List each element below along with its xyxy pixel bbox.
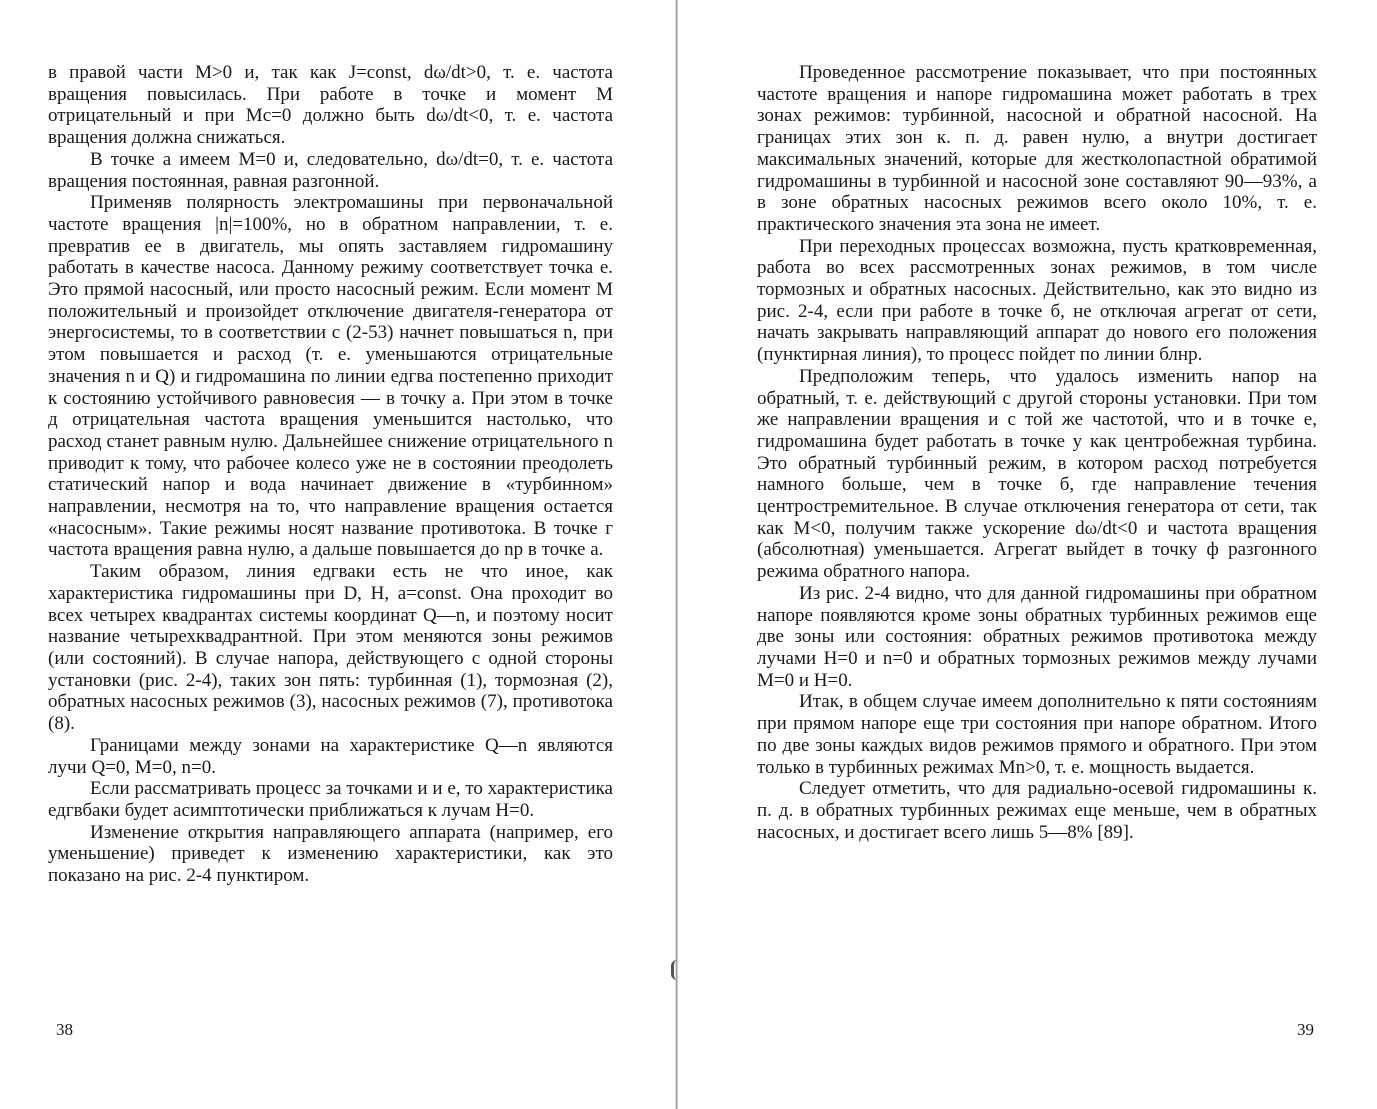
left-paragraph-5: Границами между зонами на характеристике Q—n являются лучи Q=0, M=0, n=0. [48, 734, 613, 778]
right-paragraph-3: Предположим теперь, что удалось изменить напор на обратный, т. е. действующий с другой стороны установки. При том же направлении вращения и с той же частотой, что и в точке е, гидромашина будет работать в точке у как центробежная турбина. Это обратный турбинный режим, в котором расход потребуется намного больше, чем в точке б, где направление течения центростремительное. В случае отключения генератора от сети, так как M<0, получим также ускорение dω/dt<0 и частота вращения (абсолютная) уменьшается. Агрегат выйдет в точку ф разгонного режима обратного напора. [757, 365, 1317, 583]
right-page-number: 39 [1297, 1020, 1314, 1039]
book-gutter [675, 0, 678, 1109]
left-page [48, 62, 613, 887]
left-paragraph-1: в правой части M>0 и, так как J=const, dω/dt>0, т. е. частота вращения повысилась. При работе в точке и момент M отрицательный и при Mc=0 должно быть dω/dt<0, т. е. частота вращения должна снижаться. [48, 62, 613, 149]
left-paragraph-2: В точке а имеем M=0 и, следовательно, dω/dt=0, т. е. частота вращения постоянная, равная разгонной. [48, 148, 613, 192]
right-page [757, 62, 1317, 843]
right-paragraph-6: Следует отметить, что для радиально-осевой гидромашины к. п. д. в обратных турбинных режимах еще меньше, чем в обратных насосных, и достигает всего лишь 5—8% [89]. [757, 778, 1317, 843]
right-paragraph-4: Из рис. 2-4 видно, что для данной гидромашины при обратном напоре появляются кроме зоны обратных турбинных режимов еще две зоны или состояния: обратных режимов противотока между лучами H=0 и n=0 и обратных тормозных режимов между лучами M=0 и H=0. [757, 582, 1317, 691]
left-paragraph-3: Применяв полярность электромашины при первоначальной частоте вращения |n|=100%, но в обратном направлении, т. е. превратив ее в двигатель, мы опять заставляем гидромашину работать в качестве насоса. Данному режиму соответствует точка е. Это прямой насосный, или просто насосный режим. Если момент M положительный и произойдет отключение двигателя-генератора от энергосистемы, то в соответствии с (2-53) начнет повышаться n, при этом повышается и расход (т. е. уменьшаются отрицательные значения n и Q) и гидромашина по линии едгва постепенно приходит к состоянию устойчивого равновесия — в точку а. При этом в точке д отрицательная частота вращения уменьшится настолько, что расход станет равным нулю. Дальнейшее снижение отрицательного n приводит к тому, что рабочее колесо уже не в состоянии преодолеть статический напор и вода начинает движение в «турбинном» направлении, несмотря на то, что направление вращения остается «насосным». Такие режимы носят название противотока. В точке г частота вращения равна нулю, а дальше повышается до nр в точке а. [48, 192, 613, 561]
right-paragraph-2: При переходных процессах возможна, пусть кратковременная, работа во всех рассмотренных зонах режимов, в том числе тормозных и обратных насосных. Действительно, как это видно из рис. 2-4, если при работе в точке б, не отключая агрегат от сети, начать закрывать направляющий аппарат до нового его положения (пунктирная линия), то процесс пойдет по линии блнр. [757, 235, 1317, 366]
left-paragraph-6: Если рассматривать процесс за точками и и е, то характеристика едгвбаки будет асимптотически приближаться к лучам H=0. [48, 778, 613, 821]
right-paragraph-5: Итак, в общем случае имеем дополнительно к пяти состояниям при прямом напоре еще три состояния при напоре обратном. Итого по две зоны каждых видов режимов прямого и обратного. При этом только в турбинных режимах Mn>0, т. е. мощность выдается. [757, 691, 1317, 778]
left-page-number: 38 [56, 1020, 73, 1039]
right-paragraph-1: Проведенное рассмотрение показывает, что при постоянных частоте вращения и напоре гидромашина может работать в трех зонах режимов: турбинной, насосной и обратной насосной. На границах этих зон к. п. д. равен нулю, а внутри достигает максимальных значений, которые для жестколопастной обратимой гидромашины в турбинной и насосной зоне составляют 90—93%, а в зоне обратных насосных режимов всего около 10%, т. е. практического значения эта зона не имеет. [757, 62, 1317, 235]
left-paragraph-7: Изменение открытия направляющего аппарата (например, его уменьшение) приведет к изменению характеристики, как это показано на рис. 2-4 пунктиром. [48, 821, 613, 887]
gutter-mark [671, 960, 680, 980]
left-paragraph-4: Таким образом, линия едгваки есть не что иное, как характеристика гидромашины при D, H, a=const. Она проходит во всех четырех квадрантах системы координат Q—n, и поэтому носит название четырехквадрантной. При этом меняются зоны режимов (или состояний). В случае напора, действующего с одной стороны установки (рис. 2-4), таких зон пять: турбинная (1), тормозная (2), обратных насосных режимов (3), насосных режимов (7), противотока (8). [48, 561, 613, 735]
